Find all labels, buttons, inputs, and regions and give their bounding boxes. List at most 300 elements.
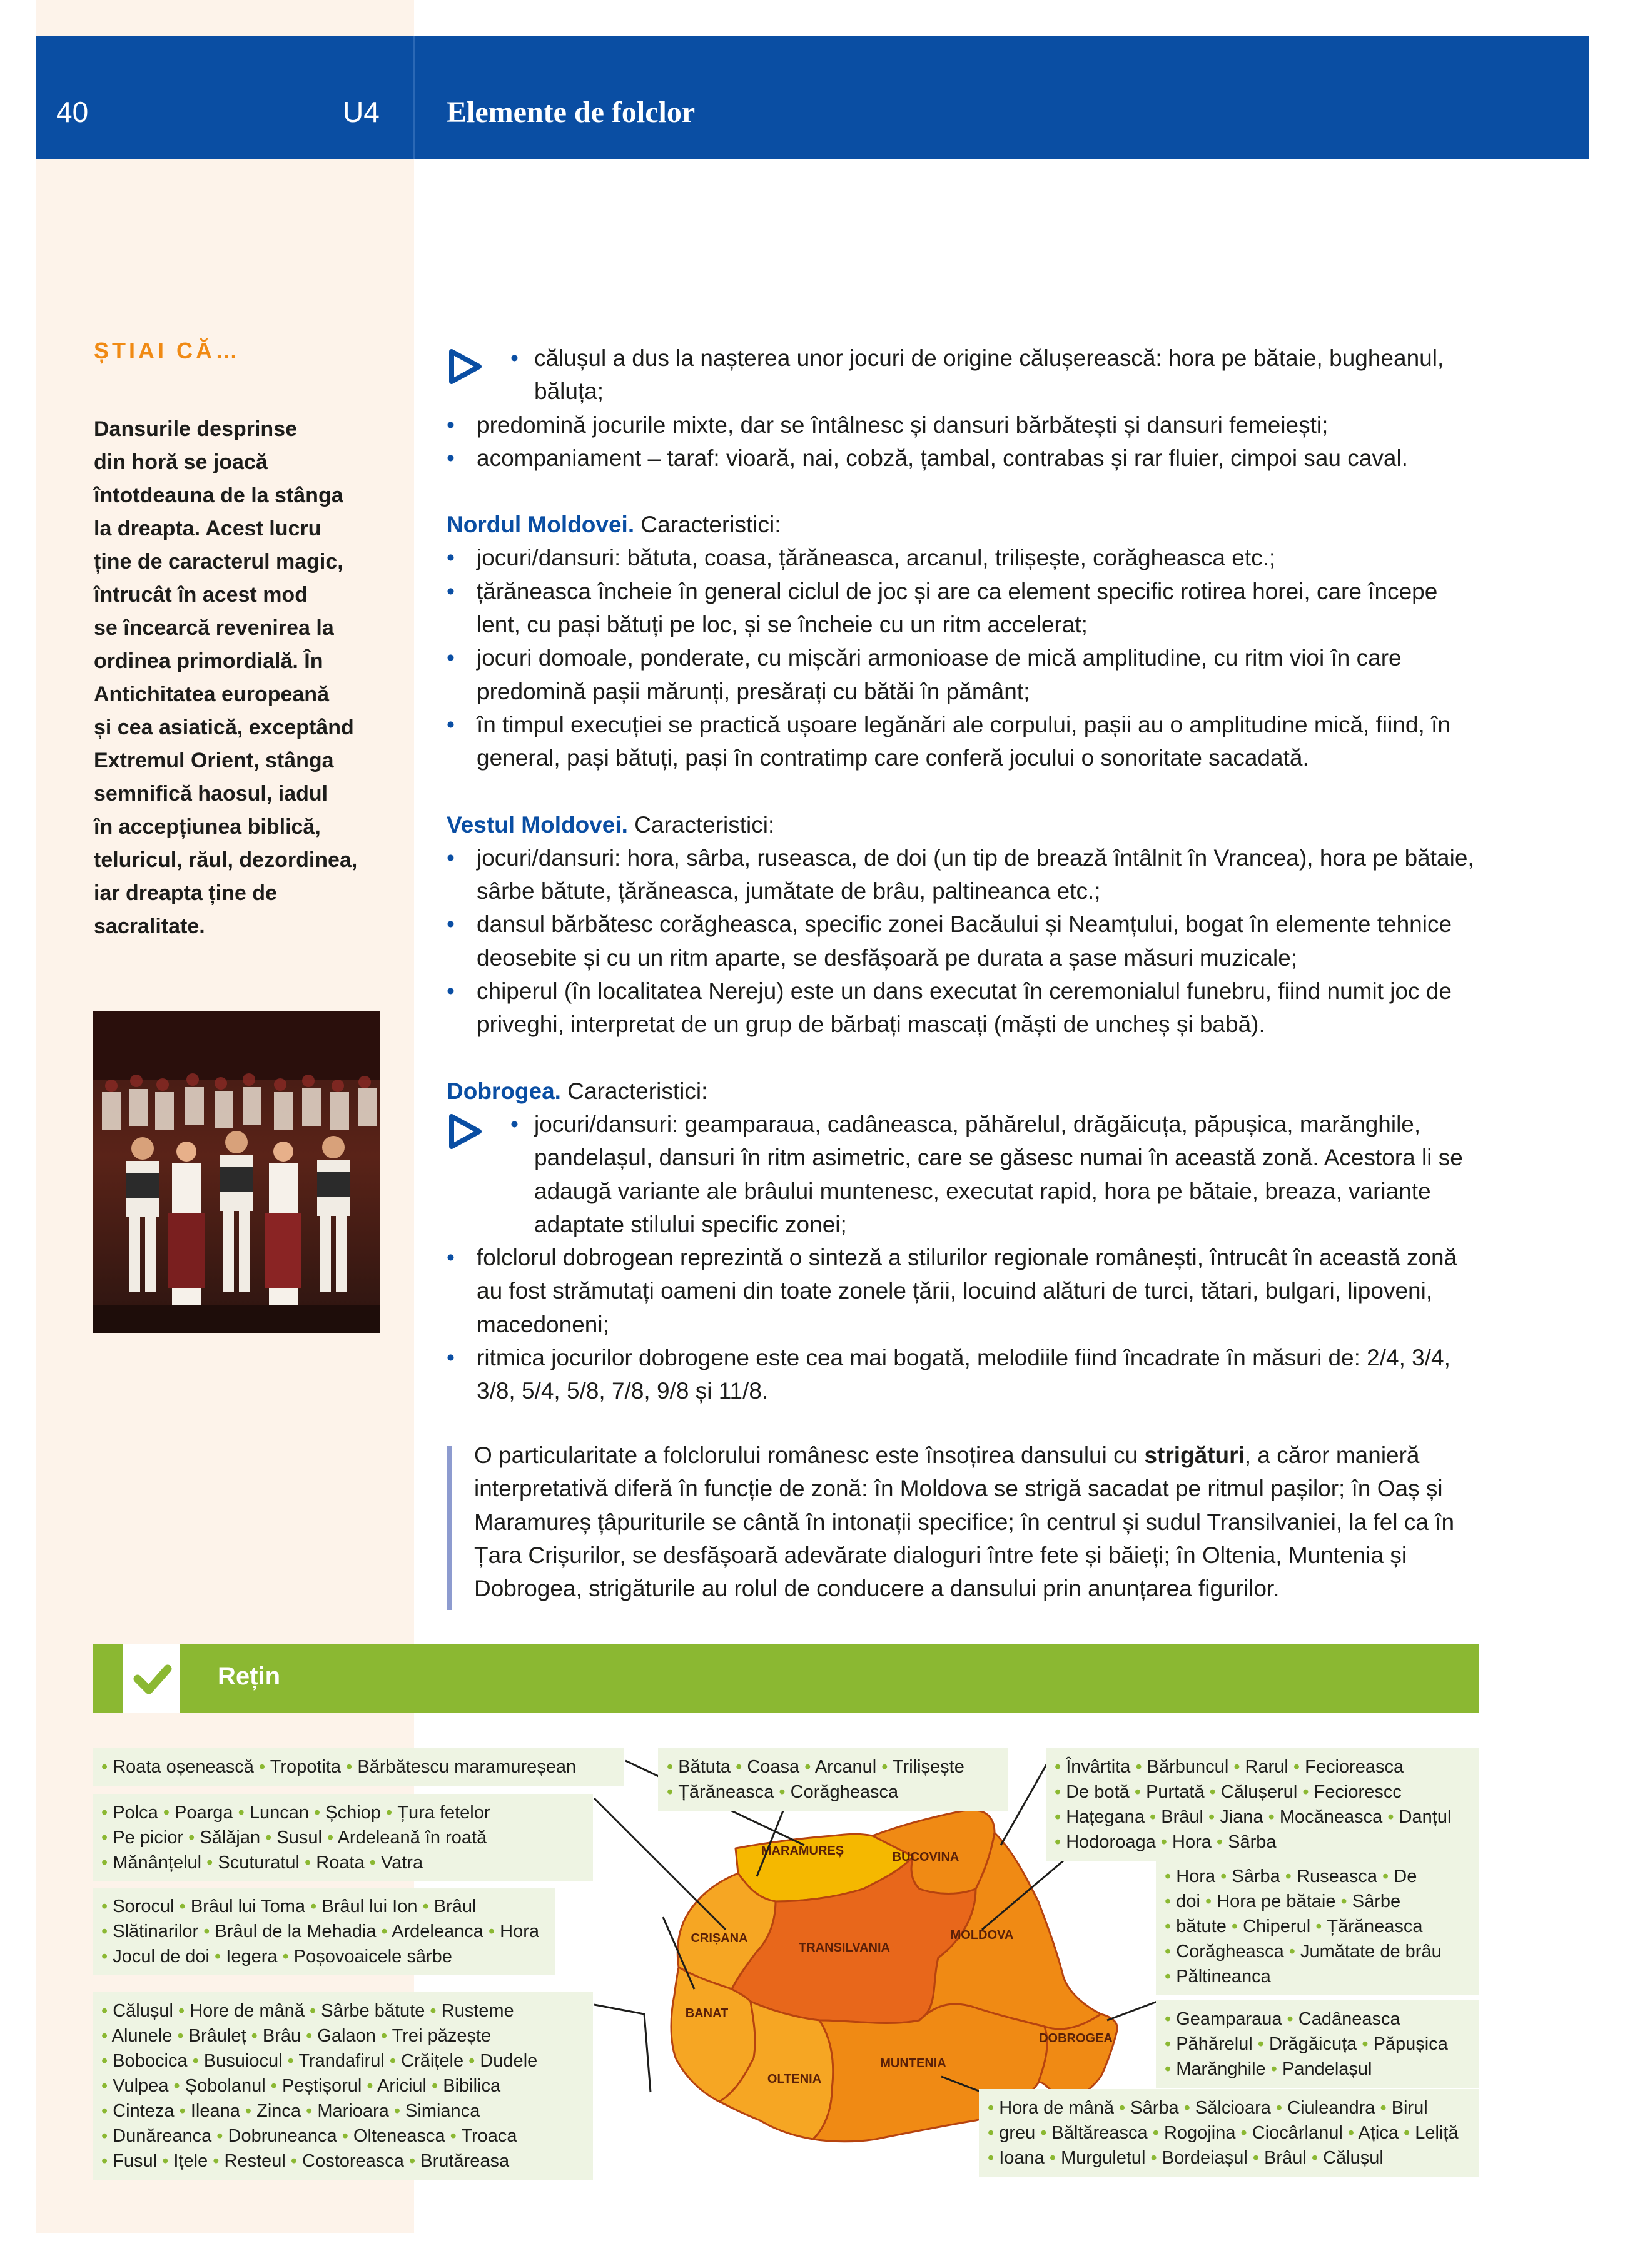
map-label-muntenia: MUNTENIA (880, 2057, 946, 2070)
dance-line (101, 1754, 615, 1779)
dance-name: De botă (1066, 1782, 1130, 1802)
region-name: Nordul Moldovei. (447, 512, 635, 538)
dance-name: Păhărelul (1176, 2034, 1253, 2054)
dance-name: Ardeleană în roată (337, 1828, 487, 1848)
bullet-dot: • (158, 1803, 175, 1823)
bullet-dot: • (253, 1757, 270, 1777)
bullet-dot: • (667, 1757, 679, 1777)
dance-line (101, 2124, 584, 2149)
page-number: 40 (56, 96, 89, 128)
dance-name: Hore de mână (190, 2001, 305, 2021)
bullet-dot: • (101, 2151, 113, 2171)
bullet-dot: • (101, 1757, 113, 1777)
intro-bullet: • predomină jocurile mixte, dar se întâlnesc și dansuri bărbătești și dansuri femeiești; (447, 408, 1480, 442)
bullet-dot: • (1145, 1807, 1162, 1827)
bullet-dot: • (1155, 1832, 1172, 1852)
bullet-dot: • (774, 1782, 791, 1802)
bullet-dot: • (1270, 2098, 1288, 2118)
bullet-dot: • (1297, 1782, 1314, 1802)
bullet-dot: • (277, 1947, 294, 1967)
bullet-dot: • (101, 1921, 113, 1941)
map-label-banat: BANAT (685, 2007, 729, 2020)
dance-name: Țura fetelor (397, 1803, 490, 1823)
bullet-dot: • (101, 1896, 113, 1916)
dance-name: Polca (113, 1803, 158, 1823)
bullet-dot: • (375, 2026, 392, 2046)
dance-line (1165, 2057, 1470, 2082)
dance-line (101, 1919, 547, 1944)
dance-name: Călușul (113, 2001, 173, 2021)
bullet-dot: • (301, 2026, 318, 2046)
dance-line (1055, 1830, 1470, 1855)
dance-name: Trilișește (892, 1757, 964, 1777)
dance-name: Poarga (175, 1803, 233, 1823)
sidebar-line: iar dreapta ține de (94, 881, 277, 905)
bullet-dot: • (1226, 1916, 1243, 1936)
dance-name: Brâul de la Mehadia (215, 1921, 377, 1941)
dance-name: Rusteme (441, 2001, 514, 2021)
bullet-dot: • (305, 2001, 321, 2021)
bullet-dot: • (1377, 1866, 1394, 1886)
list-item: • chiperul (în localitatea Nereju) este un dans executat în ceremonialul funebru, fiind numit joc de priveghi, interpretat de un grup de bărbați mascați (măști de uncheș și babă). (447, 975, 1480, 1041)
dance-name: Murguletul (1061, 2148, 1146, 2168)
dance-line (667, 1779, 1000, 1805)
dance-name: Danțul (1399, 1807, 1452, 1827)
dance-name: Rarul (1245, 1757, 1288, 1777)
dance-line (101, 2073, 584, 2098)
bullet-dot: • (403, 2151, 421, 2171)
region-name: Dobrogea. (447, 1078, 561, 1104)
bullet-dot: • (1211, 1832, 1228, 1852)
bullet-dot: • (1129, 1782, 1147, 1802)
bullet-dot: • (1035, 2123, 1052, 2143)
dance-name: Troaca (461, 2126, 517, 2146)
dance-name: Iegera (226, 1947, 278, 1967)
bullet-dot: • (1398, 2123, 1415, 2143)
dance-line (101, 2098, 584, 2124)
dance-name: Brâu (262, 2026, 301, 2046)
bullet-dot: • (1130, 1757, 1147, 1777)
bullet-dot: • (1055, 1757, 1066, 1777)
dance-name: Feciorescc (1314, 1782, 1402, 1802)
bullet-dot: • (101, 1803, 113, 1823)
sidebar-line: în accepțiunea biblică, (94, 815, 321, 839)
dance-name: Hodoroaga (1066, 1832, 1156, 1852)
dance-name: Roata oșenească (113, 1757, 254, 1777)
dance-name: Brâul (1161, 1807, 1203, 1827)
dance-name: Mocăneasca (1279, 1807, 1383, 1827)
dance-name: Bătuta (678, 1757, 731, 1777)
dance-name: Jocul de doi (113, 1947, 210, 1967)
bullet-dot: • (1165, 1941, 1177, 1962)
list-item: • jocuri domoale, ponderate, cu mișcări armonioase de mică amplitudine, cu ritm vioi în care predomină pașii mărunți, presărați cu bătăi în pământ; (447, 641, 1480, 708)
bullet-dot: • (198, 1921, 215, 1941)
dance-box-moldova (1156, 1858, 1479, 1995)
dance-name: Ițele (173, 2151, 208, 2171)
bullet-dot: • (1342, 2123, 1359, 2143)
dance-line (1055, 1754, 1470, 1779)
dance-name: Hora (1176, 1866, 1216, 1886)
subheading-label: Caracteristici: (560, 1078, 708, 1104)
dance-name: Birul (1391, 2098, 1428, 2118)
dance-line (101, 1944, 547, 1969)
dance-line (1165, 2032, 1470, 2057)
map-label-oltenia: OLTENIA (767, 2072, 822, 2086)
bullet-dot: • (337, 2126, 353, 2146)
dance-line (1165, 1939, 1470, 1964)
dance-name: Trei păzește (392, 2026, 492, 2046)
dance-name: Zinca (256, 2101, 301, 2121)
bullet-dot: • (1055, 1807, 1066, 1827)
list-item: • țărăneasca încheie în general ciclul de joc și are ca element specific rotirea horei, care începe lent, cu pași bătuți pe loc, și se încheie cu un ritm accelerat; (447, 575, 1480, 642)
dance-name: Țărăneasca (678, 1782, 774, 1802)
dance-name: Sârba (1130, 2098, 1179, 2118)
bullet-dot: • (1335, 1891, 1352, 1911)
dance-name: Jiana (1220, 1807, 1263, 1827)
bullet-dot: • (173, 2001, 190, 2021)
bullet-dot: • (101, 2126, 113, 2146)
bullet-dot: • (260, 1828, 277, 1848)
connector-line (594, 2005, 651, 2092)
dance-name: Pe picior (113, 1828, 184, 1848)
dance-name: Drăgăicuța (1269, 2034, 1357, 2054)
bullet-dot: • (1165, 2059, 1177, 2079)
dance-line (101, 1825, 584, 1850)
bullet-dot: • (1055, 1782, 1066, 1802)
bullet-dot: • (299, 1853, 316, 1873)
bullet-dot: • (362, 2076, 378, 2096)
bullet-dot: • (425, 2001, 442, 2021)
dance-name: Dunăreanca (113, 2126, 212, 2146)
dance-line (101, 1800, 584, 1825)
sidebar-line: sacralitate. (94, 914, 205, 938)
bullet-dot: • (210, 1947, 226, 1967)
sidebar-line: ordinea primordială. În (94, 649, 323, 673)
sidebar-line: semnifică haosul, iadul (94, 782, 328, 806)
dance-name: Alunele (111, 2026, 173, 2046)
dance-name: Băltăreasca (1051, 2123, 1148, 2143)
dance-name: Luncan (249, 1803, 309, 1823)
dance-name: Fecioreasca (1305, 1757, 1404, 1777)
dance-name: Sălcioara (1195, 2098, 1271, 2118)
dance-name: Chiperul (1243, 1916, 1311, 1936)
dance-name: Marănghile (1176, 2059, 1266, 2079)
connector-line (1107, 2002, 1157, 2020)
bullet-dot: • (101, 2051, 113, 2071)
bullet-dot: • (1235, 2123, 1252, 2143)
bullet-dot: • (417, 1896, 434, 1916)
bullet-dot: • (1310, 1916, 1327, 1936)
sidebar-line: ține de caracterul magic, (94, 550, 343, 574)
list-item: • jocuri/dansuri: hora, sârba, ruseasca, de doi (un tip de brează întâlnit în Vrancea), hora pe bătaie, sârbe bătute, țărăneasca, jumătate de brâu, paltineanca etc.; (447, 841, 1480, 908)
bullet-dot: • (211, 2126, 228, 2146)
paragraph-bold: strigături (1144, 1442, 1245, 1468)
dance-name: Brâuleț (188, 2026, 246, 2046)
dance-box-muntenia (979, 2089, 1479, 2177)
dance-name: Tropotita (270, 1757, 342, 1777)
bullet-dot: • (233, 1803, 250, 1823)
bullet-dot: • (876, 1757, 893, 1777)
bullet-dot: • (240, 2101, 257, 2121)
dance-name: Rogojina (1163, 2123, 1236, 2143)
bullet-dot: • (364, 1853, 381, 1873)
dance-line (101, 1850, 584, 1875)
bullet-dot: • (384, 2051, 402, 2071)
list-item: • în timpul execuției se practică ușoare legănări ale corpului, pașii au o amplitudine mică, fiind, în general, pași bătuți, pași în contratimp care conferă jocului o sonoritate sacadată. (447, 708, 1480, 775)
dance-name: Ardeleanca (392, 1921, 483, 1941)
dance-name: Brâul lui Ion (321, 1896, 418, 1916)
dance-name: Leliță (1415, 2123, 1459, 2143)
dance-name: Ciocârlanul (1252, 2123, 1343, 2143)
bullet-dot: • (426, 2076, 443, 2096)
dance-name: Sârbe bătute (321, 2001, 425, 2021)
dance-name: Hațegana (1066, 1807, 1145, 1827)
bullet-dot: • (388, 2101, 406, 2121)
sidebar-line: întotdeauna de la stânga (94, 483, 343, 507)
dance-name: Costoreasca (302, 2151, 404, 2171)
dance-line (1165, 1964, 1470, 1989)
dance-name: Vulpea (113, 2076, 169, 2096)
bullet-dot: • (285, 2151, 303, 2171)
bullet-dot: • (1228, 1757, 1245, 1777)
intro-bullet: • călușul a dus la nașterea unor jocuri de origine călușerească: hora pe bătaie, bugheanul, băluța; (447, 342, 1480, 408)
dance-name: greu (999, 2123, 1036, 2143)
sidebar-line: teluricul, răul, dezordinea, (94, 848, 358, 872)
bullet-dot: • (1114, 2098, 1131, 2118)
bullet-dot: • (309, 1803, 326, 1823)
bullet-dot: • (1252, 2034, 1270, 2054)
dance-name: Marioara (317, 2101, 389, 2121)
dance-name: Șchiop (325, 1803, 381, 1823)
dance-name: Ațica (1358, 2123, 1399, 2143)
bullet-dot: • (1283, 1941, 1300, 1962)
bullet-dot: • (101, 2101, 113, 2121)
dance-line (1165, 1914, 1470, 1939)
dance-box-crisana (93, 1888, 555, 1975)
dance-name: Susul (276, 1828, 322, 1848)
dance-name: Corăgheasca (1176, 1941, 1284, 1962)
dance-name: Hora (500, 1921, 539, 1941)
map-label-dobrogea: DOBROGEA (1039, 2032, 1113, 2045)
chapter-title: Elemente de folclor (447, 96, 696, 129)
map-label-transilvania: TRANSILVANIA (799, 1941, 890, 1955)
dance-name: Pandelașul (1282, 2059, 1372, 2079)
bullet-dot: • (731, 1757, 747, 1777)
bullet-dot: • (1165, 1891, 1177, 1911)
dance-name: Sârbe (1352, 1891, 1401, 1911)
bullet-dot: • (1178, 2098, 1195, 2118)
bullet-dot: • (341, 1757, 358, 1777)
dance-name: Coasa (747, 1757, 800, 1777)
bullet-dot: • (445, 2126, 462, 2146)
sidebar-line: din horă se joacă (94, 450, 268, 474)
dance-name: Sârba (1232, 1866, 1280, 1886)
dance-name: Scuturatul (218, 1853, 300, 1873)
dance-box-banat-oltenia (93, 1992, 593, 2180)
retin-label: Rețin (218, 1663, 280, 1690)
map-label-crisana: CRIȘANA (691, 1931, 748, 1945)
bullet-dot: • (1282, 2009, 1298, 2029)
region-name: Vestul Moldovei. (447, 811, 628, 838)
dance-name: Jumătate de brâu (1300, 1941, 1442, 1962)
dance-line (988, 2120, 1471, 2145)
list-item: • folclorul dobrogean reprezintă o sinteză a stilurilor regionale românești, întrucât în această zonă au fost strămutați oameni din toate zonele țării, locuind alături de turci, tătari, bulgari, lipoveni, macedoneni; (447, 1241, 1480, 1341)
map-region-dobrogea (1038, 2014, 1117, 2102)
dance-name: Cinteza (113, 2101, 175, 2121)
dance-name: Resteul (224, 2151, 286, 2171)
bullet-dot: • (463, 2051, 480, 2071)
dance-name: Bibilica (443, 2076, 501, 2096)
dance-line (988, 2095, 1471, 2120)
dance-name: Poșovoaicele sârbe (293, 1947, 452, 1967)
bullet-dot: • (1200, 1891, 1217, 1911)
sidebar-line: Antichitatea europeană (94, 682, 329, 706)
bullet-dot: • (1357, 2034, 1374, 2054)
dance-name: Dobruneanca (228, 2126, 337, 2146)
dance-name: Învârtita (1066, 1757, 1131, 1777)
sidebar-line: Dansurile desprinse (94, 417, 298, 441)
dance-name: Corăgheasca (790, 1782, 899, 1802)
dance-line (101, 1894, 547, 1919)
bullet-dot: • (1375, 2098, 1392, 2118)
bullet-dot: • (1165, 2009, 1177, 2029)
dance-name: Crăițele (401, 2051, 464, 2071)
dance-name: Bordeiașul (1162, 2148, 1248, 2168)
map-label-maramures: MARAMUREȘ (761, 1844, 844, 1858)
dance-name: bătute (1176, 1916, 1227, 1936)
bullet-dot: • (201, 1853, 218, 1873)
bullet-dot: • (1306, 2148, 1324, 2168)
paragraph-text: O particularitate a folclorului românesc este însoțirea dansului cu (474, 1442, 1145, 1468)
sidebar-line: la dreapta. Acest lucru (94, 517, 321, 540)
bullet-dot: • (1263, 1807, 1280, 1827)
bullet-dot: • (380, 1803, 398, 1823)
bullet-dot: • (1165, 1916, 1177, 1936)
dance-name: Bărbătescu maramureșean (357, 1757, 577, 1777)
did-you-know-title: ȘTIAI CĂ… (94, 338, 241, 363)
bullet-dot: • (1265, 2059, 1282, 2079)
dance-name: Dudele (480, 2051, 538, 2071)
dance-name: Simianca (405, 2101, 480, 2121)
dance-box-bucovina-nord (658, 1748, 1008, 1811)
bullet-dot: • (157, 2151, 174, 2171)
dance-line (101, 2149, 584, 2174)
bullet-dot: • (1165, 1866, 1177, 1886)
dance-name: Sălăjan (200, 1828, 261, 1848)
bullet-dot: • (246, 2026, 263, 2046)
bullet-dot: • (305, 1896, 322, 1916)
bullet-dot: • (187, 2051, 204, 2071)
bullet-dot: • (301, 2101, 318, 2121)
bullet-dot: • (1247, 2148, 1265, 2168)
dance-name: Țărăneasca (1327, 1916, 1423, 1936)
list-item: • dansul bărbătesc corăgheasca, specific zonei Bacăului și Neamțului, bogat în elemente tehnice deosebite și cu un ritm aparte, se desfășoară pe durata a șase măsuri muzicale; (447, 908, 1480, 975)
dance-name: Mănânțelul (113, 1853, 202, 1873)
dance-line (101, 2023, 584, 2048)
dance-box-bucovina (1046, 1748, 1479, 1861)
dance-name: Păltineanca (1176, 1967, 1271, 1987)
bullet-dot: • (376, 1921, 392, 1941)
dance-line (101, 2048, 584, 2073)
dance-line (1055, 1805, 1470, 1830)
bullet-dot: • (1203, 1807, 1220, 1827)
dance-name: Purtată (1146, 1782, 1205, 1802)
dance-name: Brâul lui Toma (190, 1896, 306, 1916)
dance-box-transilvania (93, 1794, 593, 1881)
dance-name: Brâul (433, 1896, 477, 1916)
bullet-dot: • (101, 1828, 113, 1848)
bullet-dot: • (208, 2151, 225, 2171)
bullet-dot: • (101, 1947, 113, 1967)
list-item: • ritmica jocurilor dobrogene este cea mai bogată, melodiile fiind încadrate în măsuri de: 2/4, 3/4, 3/8, 5/4, 5/8, 7/8, 9/8 și 11/8. (447, 1341, 1480, 1408)
bullet-dot: • (174, 1896, 191, 1916)
subheading-label: Caracteristici: (634, 512, 781, 538)
bullet-dot: • (172, 2026, 189, 2046)
sidebar-line: și cea asiatică, exceptând (94, 716, 354, 739)
dance-line (1055, 1779, 1470, 1805)
dance-name: Brutăreasa (420, 2151, 510, 2171)
bullet-dot: • (988, 2148, 1000, 2168)
dance-box-maramures (93, 1748, 624, 1786)
dance-line (1165, 1889, 1470, 1914)
paragraph-text: , a căror manieră interpretativă diferă în funcție de zonă: în Moldova se strigă sacadat pe ritmul pașilor; în Oaș și Maramureș țâpuriturile se cântă în intonații specifice; în centrul și sudul Transilvaniei, la fel ca în Țara Crișurilor, se desfășoară adevărate dialoguri între fete și băieți; în Oltenia, Muntenia și Dobrogea, strigăturile au rolul de conducere a dansului prin anunțarea figurilor. (474, 1442, 1455, 1602)
bullet-dot: • (1288, 1757, 1305, 1777)
dance-name: Ciuleandra (1287, 2098, 1375, 2118)
bullet-dot: • (1145, 2148, 1162, 2168)
dance-name: Slătinarilor (113, 1921, 199, 1941)
dance-box-dobrogea (1156, 2000, 1479, 2088)
dance-name: De (1394, 1866, 1417, 1886)
dance-name: Bobocica (113, 2051, 188, 2071)
bullet-dot: • (101, 2001, 113, 2021)
dance-name: Trandafirul (298, 2051, 385, 2071)
sidebar-line: se încearcă revenirea la (94, 616, 334, 640)
bullet-dot: • (174, 2101, 191, 2121)
sidebar-line: Extremul Orient, stânga (94, 749, 334, 772)
bullet-dot: • (483, 1921, 500, 1941)
dance-name: Cadâneasca (1298, 2009, 1400, 2029)
dance-name: Busuiocul (203, 2051, 283, 2071)
dance-name: Bărbuncul (1147, 1757, 1229, 1777)
bullet-dot: • (321, 1828, 338, 1848)
bullet-dot: • (988, 2098, 1000, 2118)
sidebar-line: întrucât în acest mod (94, 583, 308, 607)
bullet-dot: • (1055, 1832, 1066, 1852)
dance-name: Păpușica (1373, 2034, 1448, 2054)
bullet-dot: • (1382, 1807, 1399, 1827)
bullet-dot: • (1147, 2123, 1164, 2143)
bullet-dot: • (101, 1853, 113, 1873)
bullet-dot: • (101, 2026, 112, 2046)
list-item: • jocuri/dansuri: geamparaua, cadâneasca, păhărelul, drăgăicuța, păpușica, marănghile, pandelașul, dansuri în ritm asimetric, care se găsesc numai în această zonă. Acestora li se adaugă variante ale brâului muntenesc, executat rapid, hora pe bătaie, breaza, variante adaptate stilului specific zonei; (447, 1108, 1480, 1241)
list-item: • jocuri/dansuri: bătuta, coasa, țărăneasca, arcanul, trilișește, corăgheasca etc.; (447, 541, 1480, 574)
bullet-dot: • (988, 2123, 1000, 2143)
dance-line (988, 2145, 1471, 2170)
dance-name: Șobolanul (185, 2076, 266, 2096)
dance-name: Arcanul (814, 1757, 877, 1777)
dance-name: Galaon (317, 2026, 376, 2046)
dance-line (101, 1998, 584, 2023)
bullet-dot: • (168, 2076, 185, 2096)
dance-name: doi (1176, 1891, 1200, 1911)
bullet-dot: • (101, 2076, 113, 2096)
bullet-dot: • (1215, 1866, 1232, 1886)
dance-name: Sorocul (113, 1896, 175, 1916)
dance-line (1165, 1864, 1470, 1889)
bullet-dot: • (183, 1828, 200, 1848)
map-label-moldova: MOLDOVA (950, 1928, 1014, 1942)
dance-name: Hora de mână (999, 2098, 1114, 2118)
